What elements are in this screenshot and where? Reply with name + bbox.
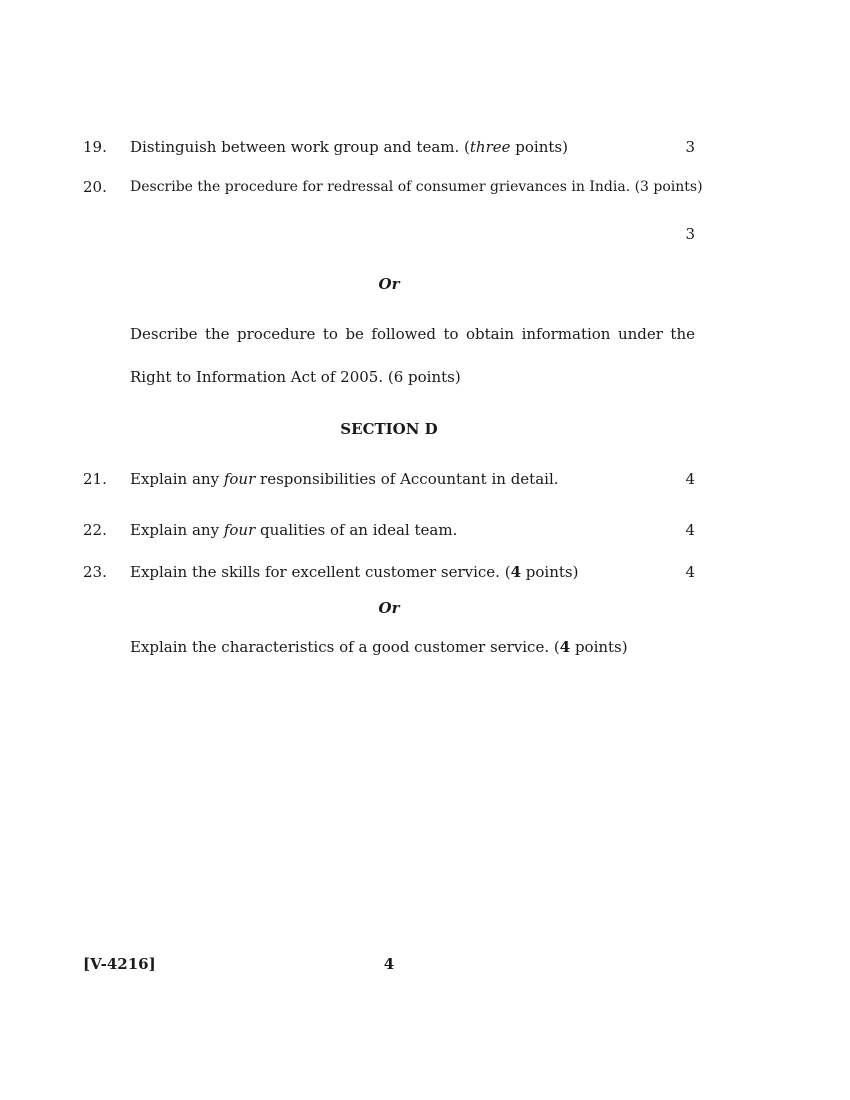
bold-text: 4 <box>510 563 521 581</box>
question-number: 22. <box>83 521 107 539</box>
question-text: points) <box>521 563 579 581</box>
question-number: 20. <box>83 178 107 196</box>
question-text: points) <box>570 638 628 656</box>
question-marks: 4 <box>685 563 695 581</box>
question-marks: 4 <box>685 470 695 488</box>
question-number: 23. <box>83 563 107 581</box>
question-text: Explain any <box>130 521 224 539</box>
emphasis-text: four <box>223 521 256 539</box>
emphasis-text: four <box>223 470 256 488</box>
bold-text: 4 <box>559 638 571 656</box>
question-marks: 4 <box>685 521 695 539</box>
question-text: Explain any <box>130 470 224 488</box>
or-separator: Or <box>378 275 400 293</box>
or-separator: Or <box>378 599 400 617</box>
question-text: qualities of an ideal team. <box>255 521 458 539</box>
page-number: 4 <box>383 955 395 973</box>
question-marks: 3 <box>685 225 695 243</box>
question-21-text <box>130 469 559 489</box>
question-text: responsibilities of Accountant in detail. <box>255 470 559 488</box>
emphasis-text: three <box>469 138 511 156</box>
question-text: points) <box>510 138 568 156</box>
question-text: Distinguish between work group and team. ( <box>130 138 470 156</box>
paper-code: [V-4216] <box>83 955 156 973</box>
alternative-question-23-text <box>130 637 628 657</box>
question-23-text <box>130 562 578 582</box>
question-20-text: Describe the procedure for redressal of consumer grievances in India. (3 points) <box>130 179 703 195</box>
alternative-question-text: Describe the procedure to be followed to obtain information under the Right to Information Act of 2005. (6 points) <box>130 325 695 386</box>
question-marks: 3 <box>685 138 695 156</box>
question-text: Explain the characteristics of a good customer service. ( <box>130 638 560 656</box>
question-number: 19. <box>83 138 107 156</box>
section-heading: SECTION D <box>340 420 438 438</box>
question-number: 21. <box>83 470 107 488</box>
question-text: Explain the skills for excellent customer service. ( <box>130 563 511 581</box>
question-19-text <box>130 137 568 157</box>
question-22-text <box>130 520 457 540</box>
